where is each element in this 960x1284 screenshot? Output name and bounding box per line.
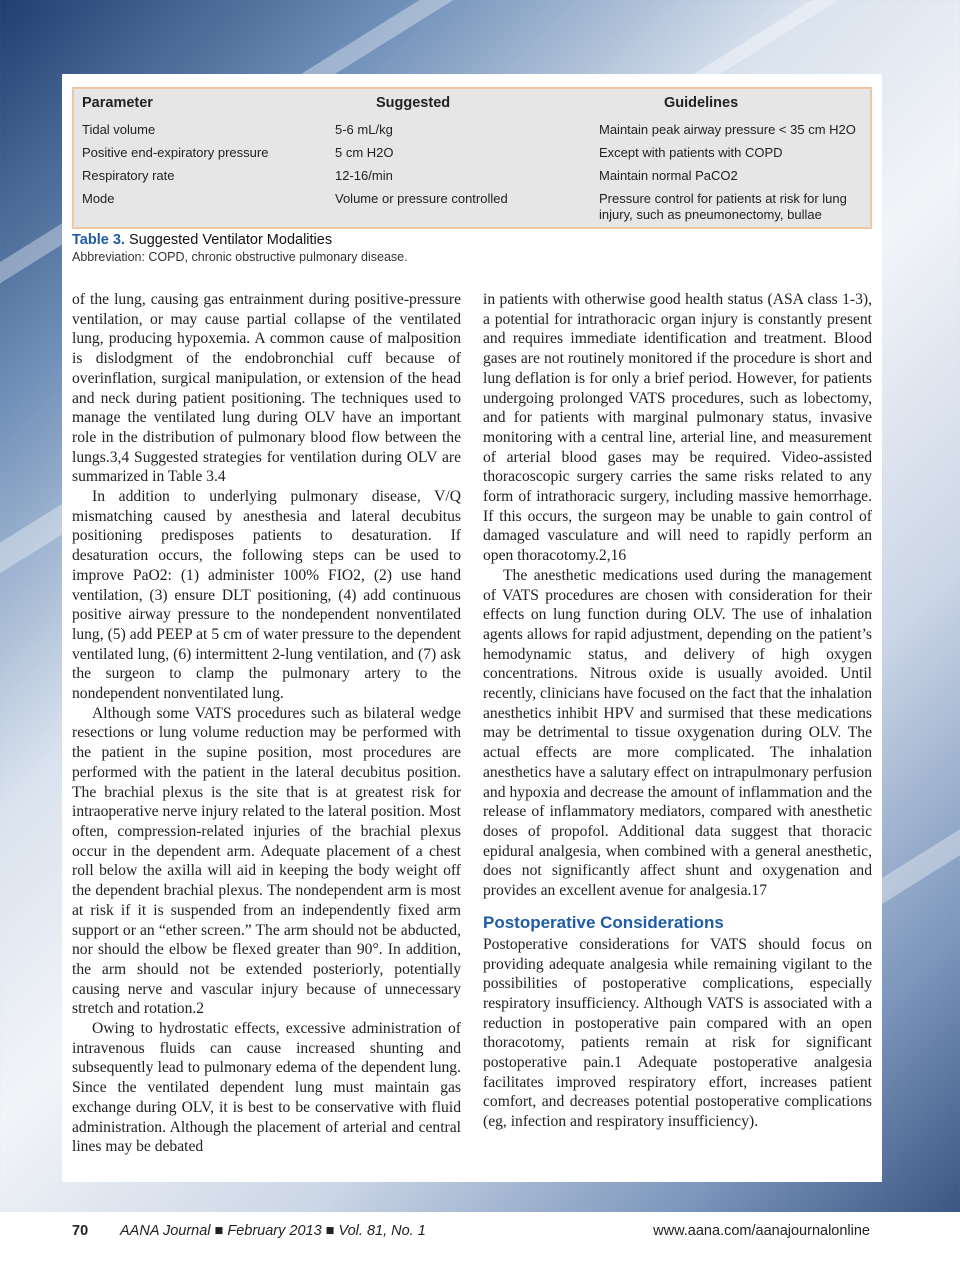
left-column [72, 290, 461, 1157]
table-cell: Volume or pressure controlled [335, 191, 508, 206]
table-cell: Positive end-expiratory pressure [82, 145, 269, 160]
table-header-suggested: Suggested [376, 95, 451, 111]
paragraph: In addition to underlying pulmonary disease, V/Q mismatching caused by anesthesia and lateral decubitus positioning predisposes patients to desaturation. If desaturation occurs, the following steps can be used to improve PaO2: (1) administer 100% FIO2, (2) use hand ventilation, (3) ensure DLT positioning, (4) add continuous positive airway pressure to the nondependent nonventilated lung, (5) add PEEP at 5 cm of water pressure to the dependent ventilated lung, (6) intermittent 2-lung ventilation, and (7) ask the surgeon to clamp the pulmonary artery to the nondependent nonventilated lung. [72, 488, 461, 703]
caption-title: Suggested Ventilator Modalities [128, 232, 333, 248]
right-column [483, 290, 872, 1132]
journal-info: AANA Journal ■ February 2013 ■ Vol. 81, No. 1 [120, 1223, 426, 1239]
ventilator-table [72, 87, 872, 229]
table-cell: Maintain peak airway pressure < 35 cm H2O [599, 122, 856, 137]
section-heading: Postoperative Considerations [483, 912, 724, 932]
table-cell: 5 cm H2O [335, 145, 394, 160]
table-header-guidelines: Guidelines [664, 95, 739, 111]
paragraph: of the lung, causing gas entrainment during positive-pressure ventilation, or may cause partial collapse of the ventilated lung, producing hypoxemia. A common cause of malposition is dislodgment of the endobronchial cuff because of overinflation, surgical manipulation, or extension of the head and neck during patient positioning. The techniques used to manage the ventilated lung during OLV have an important role in the distribution of pulmonary blood flow between the lungs.3,4 Suggested strategies for ventilation during OLV are summarized in Table 3.4 [72, 291, 461, 486]
caption-abbreviation: Abbreviation: COPD, chronic obstructive pulmonary disease. [72, 250, 408, 264]
table-caption [72, 232, 408, 264]
caption-label: Table 3. [72, 232, 125, 248]
paragraph: Although some VATS procedures such as bilateral wedge resections or lung volume reduction may be performed with the patient in the supine position, most procedures are performed with the patient in the lateral decubitus position. The brachial plexus is the site that is at greatest risk for intraoperative nerve injury related to the lateral position. Most often, compression-related injuries of the brachial plexus occur in the dependent arm. Adequate placement of a chest roll below the axilla will aid in keeping the body weight off the dependent brachial plexus. The nondependent arm is most at risk if it is suspended from an independently fixed arm support or an “ether screen.” The arm should not be abducted, nor should the elbow be flexed greater than 90°. In addition, the arm should not be extended posteriorly, potentially causing nerve and vascular injury because of unnecessary stretch and rotation.2 [72, 704, 461, 1018]
table-header-parameter: Parameter [82, 95, 153, 111]
table-cell: Mode [82, 191, 115, 206]
table-cell: Tidal volume [82, 122, 156, 137]
paragraph: in patients with otherwise good health status (ASA class 1-3), a potential for intrathoracic organ injury is constantly present and requires immediate identification and treatment. Blood gases are not routinely monitored if the procedure is short and lung deflation is for only a brief period. However, for patients undergoing prolonged VATS procedures, such as lobectomy, and for patients with marginal pulmonary status, invasive monitoring with a central line, arterial line, and measurement of arterial blood gases may be required. Video-assisted thoracoscopic surgery carries the same risks related to any form of intrathoracic surgery, including massive hemorrhage. If this occurs, the surgeon may be unable to gain control of damaged vasculature and will need to rapidly perform an open thoracotomy.2,16 [483, 291, 872, 565]
page-number: 70 [72, 1223, 89, 1239]
paragraph: Owing to hydrostatic effects, excessive administration of intravenous fluids can cause increased shunting and subsequently lead to pulmonary edema of the dependent lung. Since the ventilated dependent lung must maintain gas exchange during OLV, it is best to be conservative with fluid administration. Although the placement of arterial and central lines may be debated [72, 1020, 461, 1156]
table-cell: Respiratory rate [82, 168, 175, 183]
table-cell: Pressure control for patients at risk for lung injury, such as pneumonectomy, bullae [599, 191, 847, 222]
paragraph: Postoperative considerations for VATS should focus on providing adequate analgesia while remaining vigilant to the possibilities of postoperative complications, especially respiratory insufficiency. Although VATS is associated with a reduction in postoperative pain compared with an open thoracotomy, patients remain at risk for significant postoperative pain.1 Adequate postoperative analgesia facilitates improved respiratory effort, increases patient comfort, and decreases potential postoperative complications (eg, infection and respiratory insufficiency). [483, 935, 872, 1131]
table-cell: 12-16/min [335, 168, 393, 183]
journal-url[interactable]: www.aana.com/aanajournalonline [653, 1223, 870, 1239]
table-cell: 5-6 mL/kg [335, 122, 393, 137]
table-cell: Maintain normal PaCO2 [599, 168, 738, 183]
table-cell: Except with patients with COPD [599, 145, 783, 160]
paragraph: The anesthetic medications used during the management of VATS procedures are chosen with consideration for their effects on lung function during OLV. The use of inhalation agents allows for rapid adjustment, depending on the patient’s hemodynamic status, and delivery of high oxygen concentrations. Nitrous oxide is usually avoided. Until recently, clinicians have focused on the fact that the inhalation anesthetics inhibit HPV and surmised that these medications may be detrimental to tissue oxygenation during OLV. The actual effects are more complicated. The inhalation anesthetics have a salutary effect on intrapulmonary perfusion and hypoxia and decrease the amount of inflammation and the release of inflammatory mediators, compared with anesthetic doses of propofol. Additional data suggest that thoracic epidural analgesia, when combined with a general anesthetic, does not significantly affect shunt and oxygenation and provides an excellent avenue for analgesia.17 [483, 566, 872, 900]
